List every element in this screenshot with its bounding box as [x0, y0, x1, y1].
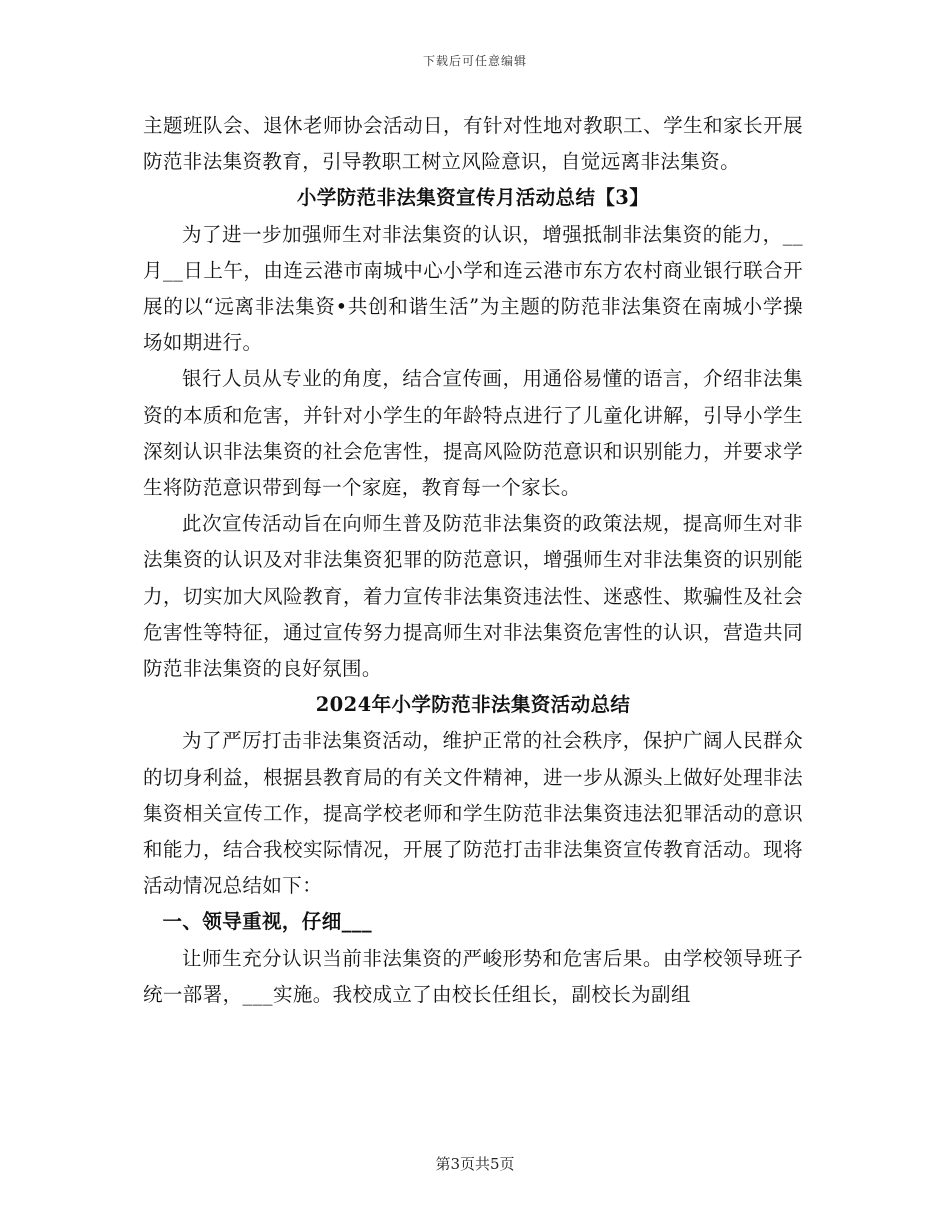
paragraph: 银行人员从专业的角度，结合宣传画，用通俗易懂的语言，介绍非法集资的本质和危害，并针对小学生的年龄特点进行了儿童化讲解，引导小学生深刻认识非法集资的社会危害性，提高风险防范意识和识别能力，并要求学生将防范意识带到每一个家庭，教育每一个家长。	[143, 367, 803, 500]
document-body	[143, 108, 803, 1013]
paragraph: 此次宣传活动旨在向师生普及防范非法集资的政策法规，提高师生对非法集资的认识及对非法集资犯罪的防范意识，增强师生对非法集资的识别能力，切实加大风险教育，着力宣传非法集资违法性、迷惑性、欺骗性及社会危害性等特征，通过宣传努力提高师生对非法集资危害性的认识，营造共同防范非法集资的良好氛围。	[143, 512, 803, 681]
section-heading: 小学防范非法集资宣传月活动总结【3】	[296, 186, 650, 210]
subsection-heading: 一、领导重视，仔细___	[162, 910, 373, 934]
paragraph: 让师生充分认识当前非法集资的严峻形势和危害后果。由学校领导班子统一部署，___实施。我校成立了由校长任组长，副校长为副组	[143, 946, 803, 1006]
paragraph: 为了进一步加强师生对非法集资的认识，增强抵制非法集资的能力，__月__日上午，由连云港市南城中心小学和连云港市东方农村商业银行联合开展的以“远离非法集资•共创和谐生活”为主题的防范非法集资在南城小学操场如期进行。	[143, 222, 803, 355]
page-header-note: 下载后可任意编辑	[422, 54, 527, 68]
section-heading: 2024年小学防范非法集资活动总结	[315, 693, 631, 717]
paragraph: 主题班队会、退休老师协会活动日，有针对性地对教职工、学生和家长开展防范非法集资教育，引导教职工树立风险意识，自觉远离非法集资。	[143, 114, 803, 174]
page-number-footer: 第3页共5页	[435, 1155, 515, 1173]
paragraph: 为了严厉打击非法集资活动，维护正常的社会秩序，保护广阔人民群众的切身利益，根据县教育局的有关文件精神，进一步从源头上做好处理非法集资相关宣传工作，提高学校老师和学生防范非法集资违法犯罪活动的意识和能力，结合我校实际情况，开展了防范打击非法集资宣传教育活动。现将活动情况总结如下：	[143, 729, 803, 898]
